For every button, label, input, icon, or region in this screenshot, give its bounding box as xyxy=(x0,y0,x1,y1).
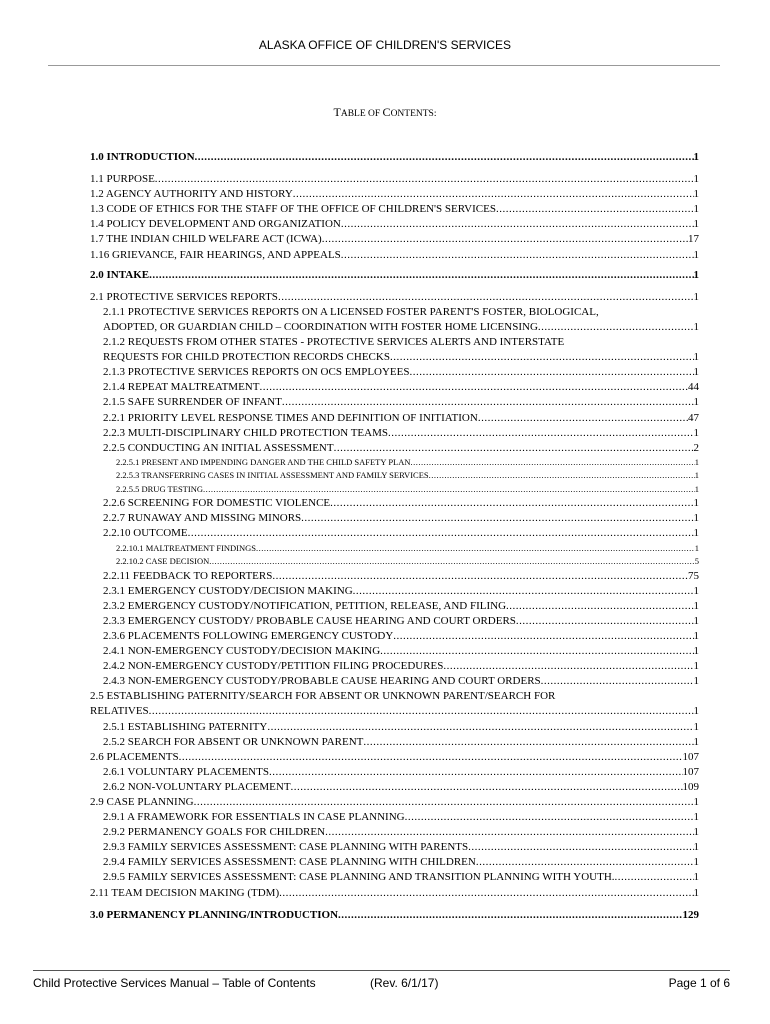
toc-entry-2-5[interactable] xyxy=(90,704,699,719)
toc-page: 1 xyxy=(693,584,699,597)
toc-label: 1.4 POLICY DEVELOPMENT AND ORGANIZATION xyxy=(90,218,341,231)
toc-entry-1-2[interactable] xyxy=(90,187,699,202)
toc-page: 5 xyxy=(694,556,699,567)
toc-entry-2-5-1[interactable] xyxy=(90,720,699,735)
toc-label: 2.3.6 PLACEMENTS FOLLOWING EMERGENCY CUSTODY xyxy=(103,629,394,642)
footer-manual-title: Child Protective Services Manual – Table of Contents xyxy=(33,976,316,990)
toc-page: 44 xyxy=(688,381,699,394)
toc-label: 2.9.1 A FRAMEWORK FOR ESSENTIALS IN CASE PLANNING xyxy=(103,811,405,824)
toc-label: 2.2.10 OUTCOME xyxy=(103,527,188,540)
toc-entry-2-4-2[interactable] xyxy=(90,659,699,674)
toc-page: 1 xyxy=(694,456,699,467)
toc-entry-2-9[interactable] xyxy=(90,795,699,810)
toc-entry-2-9-2[interactable] xyxy=(90,825,699,840)
toc-label: 2.0 INTAKE xyxy=(90,268,150,281)
toc-entry-2-5-2[interactable] xyxy=(90,735,699,750)
toc-entry-2-4-3[interactable] xyxy=(90,674,699,689)
toc-heading-cap2: C xyxy=(382,105,391,119)
toc-page: 1 xyxy=(693,871,699,884)
toc-entry-2-6-2[interactable] xyxy=(90,780,699,795)
toc-label: 2.5.1 ESTABLISHING PATERNITY xyxy=(103,720,268,733)
toc-entry-2-3-1[interactable] xyxy=(90,584,699,599)
toc-entry-2-3-2[interactable] xyxy=(90,599,699,614)
toc-entry-2-9-5[interactable] xyxy=(90,870,699,885)
toc-page: 1 xyxy=(693,856,699,869)
toc-page: 1 xyxy=(693,426,699,439)
toc-entry-2-2-1[interactable] xyxy=(90,411,699,426)
toc-entry-2-6-1[interactable] xyxy=(90,765,699,780)
toc-label: 2.2.5.3 TRANSFERRING CASES IN INITIAL ASSESSMENT AND FAMILY SERVICES xyxy=(116,470,429,481)
toc-label: 2.2.5.1 PRESENT AND IMPENDING DANGER AND THE CHILD SAFETY PLAN xyxy=(116,456,411,467)
toc-entry-2-2-5[interactable] xyxy=(90,441,699,456)
toc-label: 1.2 AGENCY AUTHORITY AND HISTORY xyxy=(90,188,293,201)
toc-label: 2.4.2 NON-EMERGENCY CUSTODY/PETITION FILING PROCEDURES xyxy=(103,660,444,673)
toc-entry-2-9-3[interactable] xyxy=(90,840,699,855)
toc-page: 1 xyxy=(693,173,699,186)
toc-label: RELATIVES xyxy=(90,705,149,718)
table-of-contents xyxy=(90,150,699,923)
toc-label: 1.7 THE INDIAN CHILD WELFARE ACT (ICWA) xyxy=(90,233,322,246)
toc-section-3-0[interactable] xyxy=(90,908,699,923)
toc-page: 1 xyxy=(693,188,699,201)
toc-page: 1 xyxy=(693,366,699,379)
toc-page: 1 xyxy=(693,826,699,839)
toc-entry-2-2-5-1[interactable] xyxy=(90,456,699,470)
toc-page: 1 xyxy=(693,268,699,281)
toc-entry-2-9-4[interactable] xyxy=(90,855,699,870)
toc-label: 2.3.3 EMERGENCY CUSTODY/ PROBABLE CAUSE HEARING AND COURT ORDERS xyxy=(103,614,516,627)
toc-label: 2.9 CASE PLANNING xyxy=(90,795,194,808)
toc-label: 2.6.2 NON-VOLUNTARY PLACEMENT xyxy=(103,780,291,793)
toc-entry-2-2-3[interactable] xyxy=(90,426,699,441)
toc-label: 2.6 PLACEMENTS xyxy=(90,750,179,763)
toc-entry-2-1-2-line1[interactable]: 2.1.2 REQUESTS FROM OTHER STATES - PROTECTIVE SERVICES ALERTS AND INTERSTATE xyxy=(103,336,565,349)
toc-page: 1 xyxy=(693,720,699,733)
toc-section-1-0[interactable] xyxy=(90,150,699,165)
toc-page: 1 xyxy=(693,351,699,364)
toc-label: 2.9.5 FAMILY SERVICES ASSESSMENT: CASE PLANNING AND TRANSITION PLANNING WITH YOUTH. xyxy=(103,871,615,884)
toc-label: 2.4.3 NON-EMERGENCY CUSTODY/PROBABLE CAUSE HEARING AND COURT ORDERS xyxy=(103,675,541,688)
toc-label: ADOPTED, OR GUARDIAN CHILD – COORDINATION WITH FOSTER HOME LICENSING xyxy=(103,320,538,333)
toc-page: 1 xyxy=(693,614,699,627)
toc-page: 1 xyxy=(694,542,699,553)
toc-label: REQUESTS FOR CHILD PROTECTION RECORDS CHECKS xyxy=(103,351,390,364)
toc-page: 1 xyxy=(693,886,699,899)
toc-page: 1 xyxy=(693,320,699,333)
toc-entry-2-1-4[interactable] xyxy=(90,380,699,395)
toc-page: 75 xyxy=(688,569,699,582)
toc-entry-2-2-5-5[interactable] xyxy=(90,483,699,497)
toc-entry-1-1[interactable] xyxy=(90,172,699,187)
toc-label: 2.9.3 FAMILY SERVICES ASSESSMENT: CASE PLANNING WITH PARENTS xyxy=(103,841,469,854)
toc-label: 1.3 CODE OF ETHICS FOR THE STAFF OF THE OFFICE OF CHILDREN'S SERVICES xyxy=(90,203,496,216)
toc-label: 2.2.7 RUNAWAY AND MISSING MINORS xyxy=(103,512,302,525)
toc-entry-1-4[interactable] xyxy=(90,217,699,232)
toc-page: 107 xyxy=(682,765,699,778)
footer-revision: (Rev. 6/1/17) xyxy=(370,976,439,990)
toc-label: 2.6.1 VOLUNTARY PLACEMENTS xyxy=(103,765,269,778)
footer-divider xyxy=(33,970,730,971)
toc-page: 17 xyxy=(688,233,699,246)
toc-label: 2.2.11 FEEDBACK TO REPORTERS xyxy=(103,569,273,582)
toc-page: 47 xyxy=(688,411,699,424)
toc-entry-2-2-10-2[interactable] xyxy=(90,555,699,569)
toc-heading-sc1: ABLE OF xyxy=(340,109,383,119)
toc-entry-1-16[interactable] xyxy=(90,248,699,263)
toc-entry-1-3[interactable] xyxy=(90,202,699,217)
toc-page: 1 xyxy=(693,660,699,673)
toc-page: 1 xyxy=(693,735,699,748)
toc-entry-2-1-1[interactable] xyxy=(90,320,699,335)
toc-label: 2.5.2 SEARCH FOR ABSENT OR UNKNOWN PARENT xyxy=(103,735,364,748)
toc-page: 107 xyxy=(682,750,699,763)
toc-label: 2.2.10.2 CASE DECISION xyxy=(116,556,210,567)
toc-label: 1.16 GRIEVANCE, FAIR HEARINGS, AND APPEALS xyxy=(90,248,341,261)
toc-label: 2.11 TEAM DECISION MAKING (TDM) xyxy=(90,886,280,899)
toc-page: 1 xyxy=(693,512,699,525)
toc-entry-2-2-7[interactable] xyxy=(90,511,699,526)
toc-page: 1 xyxy=(693,203,699,216)
toc-label: 2.4.1 NON-EMERGENCY CUSTODY/DECISION MAKING xyxy=(103,645,381,658)
toc-page: 1 xyxy=(693,811,699,824)
toc-page: 1 xyxy=(693,599,699,612)
toc-entry-2-9-1[interactable] xyxy=(90,810,699,825)
toc-label: 2.1.5 SAFE SURRENDER OF INFANT xyxy=(103,396,282,409)
toc-section-2-0[interactable] xyxy=(90,268,699,283)
toc-page: 1 xyxy=(693,645,699,658)
toc-page: 1 xyxy=(693,151,699,163)
toc-heading xyxy=(0,105,770,120)
toc-entry-2-1-1-line1[interactable]: 2.1.1 PROTECTIVE SERVICES REPORTS ON A LICENSED FOSTER PARENT'S FOSTER, BIOLOGICAL, xyxy=(103,305,599,318)
toc-entry-2-1-2[interactable] xyxy=(90,350,699,365)
toc-label: 2.9.2 PERMANENCY GOALS FOR CHILDREN xyxy=(103,826,326,839)
toc-label: 2.2.10.1 MALTREATMENT FINDINGS xyxy=(116,542,257,553)
toc-heading-sc2: ONTENTS: xyxy=(390,109,437,119)
toc-page: 109 xyxy=(682,780,699,793)
toc-page: 1 xyxy=(693,705,699,718)
toc-label: 1.1 PURPOSE xyxy=(90,173,155,186)
footer-page-number: Page 1 of 6 xyxy=(668,976,730,990)
toc-page: 1 xyxy=(693,629,699,642)
toc-page: 1 xyxy=(694,470,699,481)
toc-label: 2.1.3 PROTECTIVE SERVICES REPORTS ON OCS EMPLOYEES xyxy=(103,366,410,379)
toc-label: 2.2.1 PRIORITY LEVEL RESPONSE TIMES AND DEFINITION OF INITIATION xyxy=(103,411,478,424)
header-divider xyxy=(48,65,720,66)
toc-entry-1-7[interactable] xyxy=(90,232,699,247)
toc-heading-cap1: T xyxy=(333,105,341,119)
toc-entry-2-3-3[interactable] xyxy=(90,614,699,629)
toc-entry-2-1[interactable] xyxy=(90,290,699,305)
toc-page: 1 xyxy=(693,841,699,854)
toc-entry-2-2-11[interactable] xyxy=(90,569,699,584)
toc-page: 1 xyxy=(693,248,699,261)
toc-label: 2.1 PROTECTIVE SERVICES REPORTS xyxy=(90,290,278,303)
toc-label: 2.9.4 FAMILY SERVICES ASSESSMENT: CASE PLANNING WITH CHILDREN xyxy=(103,856,476,869)
toc-page: 1 xyxy=(693,527,699,540)
toc-label: 2.2.6 SCREENING FOR DOMESTIC VIOLENCE xyxy=(103,497,331,510)
toc-label: 2.3.2 EMERGENCY CUSTODY/NOTIFICATION, PETITION, RELEASE, AND FILING xyxy=(103,599,507,612)
toc-label: 1.0 INTRODUCTION xyxy=(90,151,195,163)
toc-entry-2-1-5[interactable] xyxy=(90,395,699,410)
toc-page: 2 xyxy=(693,441,699,454)
toc-label: 2.1.4 REPEAT MALTREATMENT xyxy=(103,381,260,394)
toc-label: 3.0 PERMANENCY PLANNING/INTRODUCTION xyxy=(90,908,339,921)
page-header: ALASKA OFFICE OF CHILDREN'S SERVICES xyxy=(258,38,512,52)
toc-label: 2.2.5 CONDUCTING AN INITIAL ASSESSMENT xyxy=(103,441,334,454)
toc-entry-2-11[interactable] xyxy=(90,886,699,901)
toc-entry-2-2-10[interactable] xyxy=(90,526,699,541)
toc-page: 129 xyxy=(682,908,699,921)
toc-entry-2-5-line1[interactable]: 2.5 ESTABLISHING PATERNITY/SEARCH FOR ABSENT OR UNKNOWN PARENT/SEARCH FOR xyxy=(90,690,556,703)
toc-page: 1 xyxy=(693,675,699,688)
toc-entry-2-2-6[interactable] xyxy=(90,496,699,511)
toc-entry-2-2-10-1[interactable] xyxy=(90,542,699,556)
toc-label: 2.3.1 EMERGENCY CUSTODY/DECISION MAKING xyxy=(103,584,353,597)
toc-entry-2-3-6[interactable] xyxy=(90,629,699,644)
toc-entry-2-1-3[interactable] xyxy=(90,365,699,380)
toc-page: 1 xyxy=(693,218,699,231)
toc-page: 1 xyxy=(693,497,699,510)
toc-page: 1 xyxy=(693,795,699,808)
toc-page: 1 xyxy=(693,290,699,303)
toc-entry-2-2-5-3[interactable] xyxy=(90,469,699,483)
toc-page: 1 xyxy=(693,396,699,409)
toc-page: 1 xyxy=(694,483,699,494)
toc-label: 2.2.5.5 DRUG TESTING xyxy=(116,483,203,494)
toc-entry-2-6[interactable] xyxy=(90,750,699,765)
toc-entry-2-4-1[interactable] xyxy=(90,644,699,659)
toc-label: 2.2.3 MULTI-DISCIPLINARY CHILD PROTECTION TEAMS xyxy=(103,426,388,439)
